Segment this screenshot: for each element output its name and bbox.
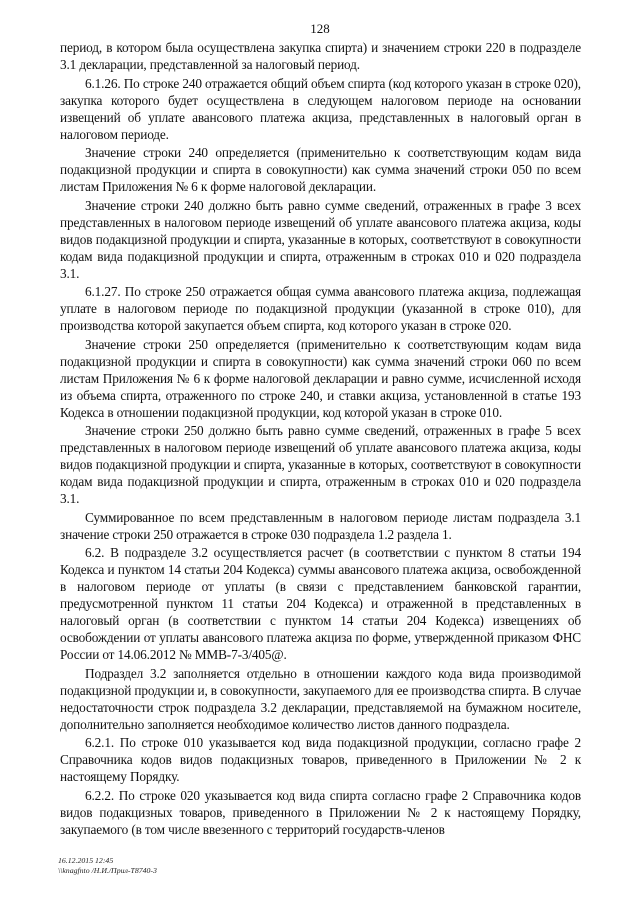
paragraph: 6.1.26. По строке 240 отражается общий объем спирта (код которого указан в строке 020), закупка которого будет осуществлена в следующем налоговом периоде на основании извещений об уплате авансового платежа акциза, представленных в налоговый орган в налоговом периоде. — [60, 75, 581, 142]
paragraph: Значение строки 250 определяется (применительно к соответствующим кодам вида подакцизной продукции и спирта в совокупности) как сумма значений строки 060 по всем листам Приложения № 6 к форме налоговой декларации и равно сумме, исчисленной исходя из объема спирта, отраженного по строке 240, и ставки акциза, установленной в статье 193 Кодекса в отношении подакцизной продукции, код которой указан в строке 010. — [60, 336, 581, 420]
paragraph: период, в котором была осуществлена закупка спирта) и значением строки 220 в подразделе 3.1 декларации, представленной за налоговый период. — [60, 40, 581, 72]
paragraph: Значение строки 250 должно быть равно сумме сведений, отраженных в графе 5 всех представленных в налоговом периоде извещений об уплате авансового платежа акциза, коды видов подакцизной продукции и спирта, указанные в которых, соответствуют в совокупности кодам вида подакцизной продукции и спирта, отраженным в строках 010 и 020 подраздела 3.1. — [60, 423, 581, 506]
paragraph: 6.2. В подразделе 3.2 осуществляется расчет (в соответствии с пунктом 8 статьи 194 Кодекса и пунктом 14 статьи 204 Кодекса) суммы авансового платежа акциза, освобожденной в налоговом периоде от уплаты (в связи с представлением банковской гарантии, предусмотренной пунктом 11 статьи 204 Кодекса) и отраженной в представленных в налоговый орган (в соответствии с пунктом 14 статьи 204 Кодекса) извещениях об освобождении от уплаты авансового платежа акциза по форме, утвержденной приказом ФНС России от 14.06.2012 № ММВ-7-3/405@. — [60, 545, 581, 662]
paragraph: Значение строки 240 должно быть равно сумме сведений, отраженных в графе 3 всех представленных в налоговом периоде извещений об уплате авансового платежа акциза, коды видов подакцизной продукции и спирта, указанные в которых, соответствуют в совокупности кодам вида подакцизной продукции и спирта, отраженным в строках 010 и 020 подраздела 3.1. — [60, 197, 581, 281]
page-number: 128 — [310, 21, 330, 36]
paragraph: Суммированное по всем представленным в налоговом периоде листам подраздела 3.1 значение строки 250 отражается в строке 030 подраздела 1.2 раздела 1. — [60, 509, 581, 542]
paragraph: Значение строки 240 определяется (применительно к соответствующим кодам вида подакцизной продукции и спирта в совокупности) как сумма значений строки 050 по всем листам Приложения № 6 к форме налоговой декларации. — [60, 145, 581, 194]
footer-stamp — [58, 856, 157, 876]
footer-file-path: \\knagfnto /Н.И./Прил-Т8740-3 — [58, 866, 157, 875]
paragraph: Подраздел 3.2 заполняется отдельно в отношении каждого кода вида производимой подакцизной продукции и, в совокупности, закупаемого для ее производства спирта. В случае недостаточности строк подраздела 3.2 декларации, представляемой на бумажном носителе, дополнительно заполняется необходимое количество листов данного подраздела. — [60, 665, 581, 732]
paragraph: 6.2.1. По строке 010 указывается код вида подакцизной продукции, согласно графе 2 Справочника кодов видов подакцизных товаров, приведенного в Приложении № 2 к настоящему Порядку. — [60, 735, 581, 784]
document-body — [60, 39, 581, 839]
footer-timestamp: 16.12.2015 12:45 — [58, 856, 114, 865]
paragraph: 6.1.27. По строке 250 отражается общая сумма авансового платежа акциза, подлежащая уплате в налоговом периоде по подакцизной продукции (указанной в строке 010), для производства которой закупается объем спирта, код которого указан в строке 020. — [60, 284, 581, 333]
paragraph: 6.2.2. По строке 020 указывается код вида спирта согласно графе 2 Справочника кодов видов подакцизных товаров, приведенного в Приложении № 2 к настоящему Порядку, закупаемого (в том числе ввезенного с территорий государств-членов — [60, 787, 581, 837]
